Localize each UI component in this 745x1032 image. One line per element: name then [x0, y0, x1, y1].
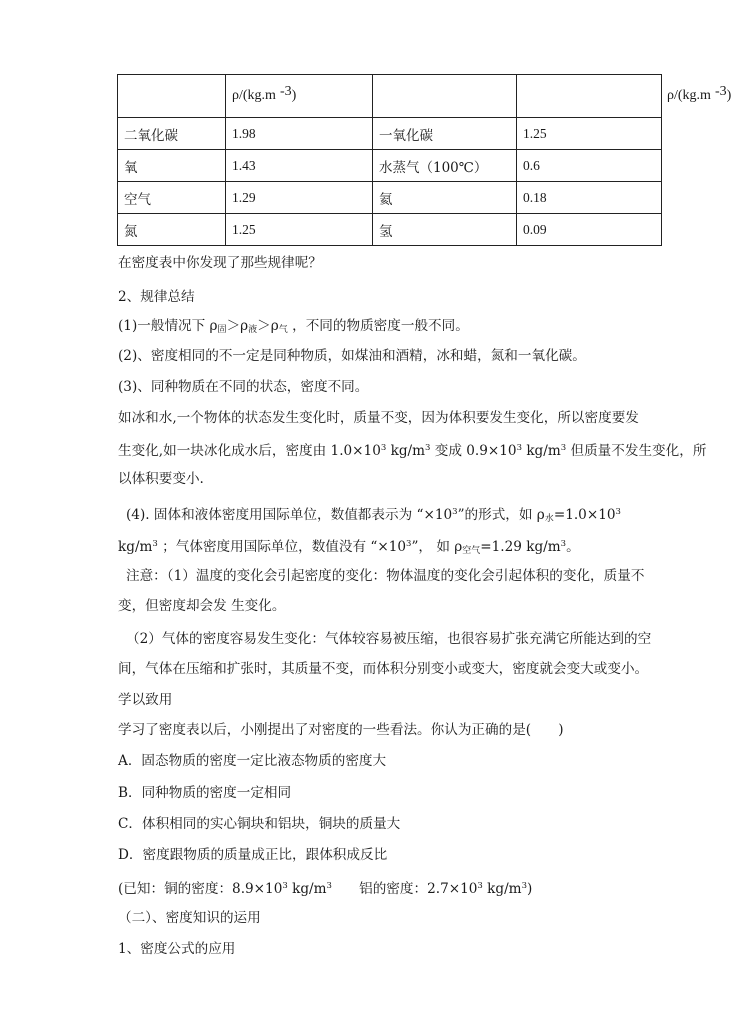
note-1-line-2: 变，但密度却会发 生变化。 — [118, 598, 286, 614]
section-2-heading: （二）、密度知识的运用 — [118, 910, 261, 926]
substance-name: 空气 — [118, 182, 226, 214]
note-1-line-1: 注意：（1）温度的变化会引起密度的变化：物体温度的变化会引起体积的变化，质量不 — [126, 568, 645, 584]
table-header-empty-1 — [118, 75, 226, 118]
rule-4-line-2: $kg/m^3$ ；气体密度用国际单位，数值没有 “$\times 10^3$”， 如 $\rho_{空气}=1.29$ $kg/m^3$。 — [118, 539, 580, 556]
table-header-empty-2 — [373, 75, 517, 118]
rule-3: (3)、同种物质在不同的状态，密度不同。 — [118, 379, 369, 395]
substance-name: 氧 — [118, 150, 226, 182]
density-table — [117, 74, 732, 246]
table-row — [118, 150, 662, 182]
known-values: (已知：铜的密度：$8.9\times 10^3$ $kg/m^3$ 铝的密度：$2.7\times 10^3$ $kg/m^3$) — [118, 881, 533, 897]
substance-name: 水蒸气（100℃） — [373, 150, 517, 182]
ice-paragraph-line-2: 生变化,如一块冰化成水后，密度由 $1.0\times 10^3$ $kg/m^3$ 变成 $0.9\times 10^3$ $kg/m^3$ 但质量不发生变化，所 — [118, 443, 707, 459]
question-stem: 学习了密度表以后，小刚提出了对密度的一些看法。你认为正确的是( ) — [118, 722, 564, 738]
rule-2: (2)、密度相同的不一定是同种物质，如煤油和酒精，冰和蜡，氮和一氧化碳。 — [118, 348, 586, 364]
ice-paragraph-line-1: 如冰和水,一个物体的状态发生变化时，质量不变，因为体积要发生变化，所以密度要发 — [118, 410, 639, 426]
option-b: B．同种物质的密度一定相同 — [118, 785, 292, 801]
substance-name: 氢 — [373, 214, 517, 246]
density-value: 1.98 — [226, 118, 373, 150]
density-value: 1.43 — [226, 150, 373, 182]
substance-name: 二氧化碳 — [118, 118, 226, 150]
table-header-density-2: ρ/(kg.m $^{-3}$) — [517, 75, 662, 118]
density-value: 1.29 — [226, 182, 373, 214]
apply-heading: 学以致用 — [118, 692, 173, 708]
density-value: 0.6 — [517, 150, 662, 182]
density-value: 1.25 — [226, 214, 373, 246]
option-d: D．密度跟物质的质量成正比，跟体积成反比 — [118, 847, 388, 863]
discover-question: 在密度表中你发现了那些规律呢？ — [118, 255, 322, 271]
subsection-1-heading: 1、密度公式的应用 — [118, 941, 236, 957]
density-value: 0.18 — [517, 182, 662, 214]
table-header-row — [118, 75, 662, 118]
table-row — [118, 214, 662, 246]
rule-1: (1)一般情况下 $\rho_固>\rho_液>\rho_气$ ，不同的物质密度一般不同。 — [118, 318, 469, 335]
note-2-line-1: （2）气体的密度容易发生变化：气体较容易被压缩，也很容易扩张充满它所能达到的空 — [126, 631, 652, 647]
substance-name: 氮 — [118, 214, 226, 246]
table-row — [118, 118, 662, 150]
ice-paragraph-line-3: 以体积要变小. — [118, 471, 204, 487]
note-2-line-2: 间，气体在压缩和扩张时，其质量不变，而体积分别变小或变大，密度就会变大或变小。 — [118, 661, 649, 677]
option-c: C．体积相同的实心铜块和铝块，铜块的质量大 — [118, 816, 401, 832]
density-value: 1.25 — [517, 118, 662, 150]
table-header-density-1: ρ/(kg.m $^{-3}$) — [226, 75, 373, 118]
table-row — [118, 182, 662, 214]
substance-name: 氦 — [373, 182, 517, 214]
substance-name: 一氧化碳 — [373, 118, 517, 150]
summary-heading: 2、规律总结 — [118, 289, 195, 305]
density-value: 0.09 — [517, 214, 662, 246]
rule-4-line-1: (4). 固体和液体密度用国际单位，数值都表示为 “$\times 10^3$”的形式，如 $\rho_水=1.0\times 10^3$ — [126, 507, 621, 524]
option-a: A．固态物质的密度一定比液态物质的密度大 — [118, 753, 387, 769]
